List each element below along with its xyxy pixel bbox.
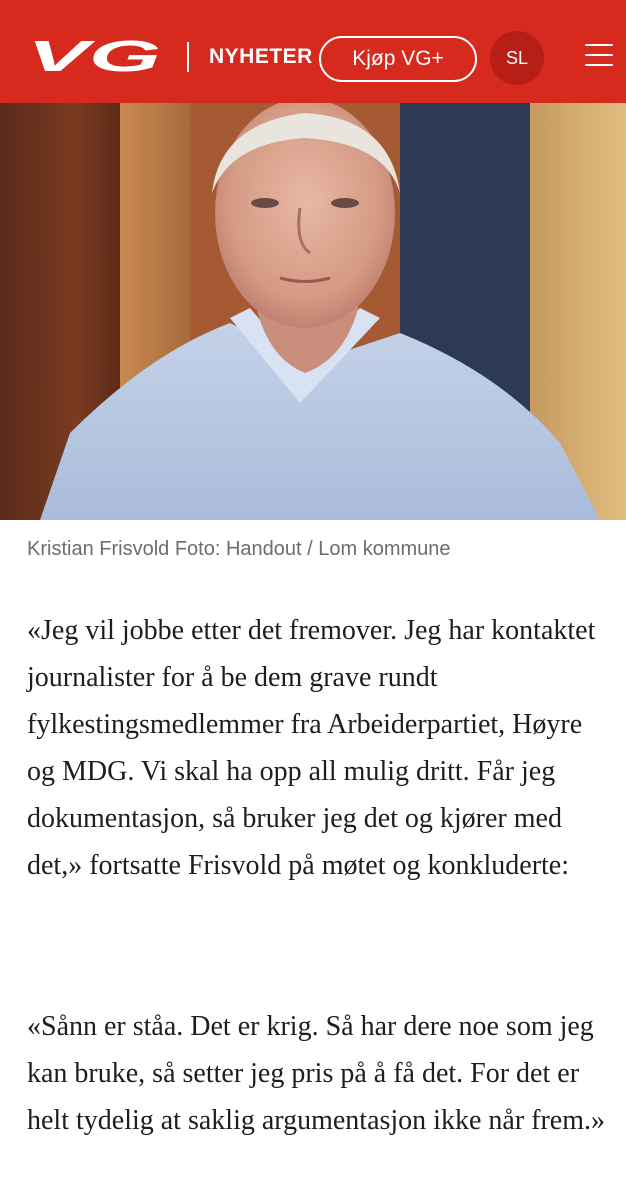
hamburger-menu-icon[interactable] [585,44,613,68]
top-navigation-bar [0,0,626,103]
article-paragraph: «Sånn er ståa. Det er krig. Så har dere noe som jeg kan bruke, så setter jeg pris på å få det. For det er helt tydelig at saklig argumentasjon ikke når frem.» [27,1011,605,1136]
image-caption: Kristian Frisvold Foto: Handout / Lom kommune [27,538,451,560]
buy-vg-plus-button[interactable]: Kjøp VG+ [319,36,477,82]
vg-logo[interactable] [27,38,161,74]
section-label[interactable]: NYHETER [209,45,313,68]
user-avatar[interactable]: SL [490,31,544,85]
logo-text: VG [27,38,161,74]
article-paragraph: «Jeg vil jobbe etter det fremover. Jeg har kontaktet journalister for å be dem grave rundt fylkestingsmedlemmer fra Arbeiderpartiet, Høyre og MDG. Vi skal ha opp all mulig dritt. Får jeg dokumentasjon, så bruker jeg det og kjører med det,» fortsatte Frisvold på møtet og konkluderte: [27,615,596,881]
header-divider [187,42,189,72]
article-photo [0,103,626,520]
